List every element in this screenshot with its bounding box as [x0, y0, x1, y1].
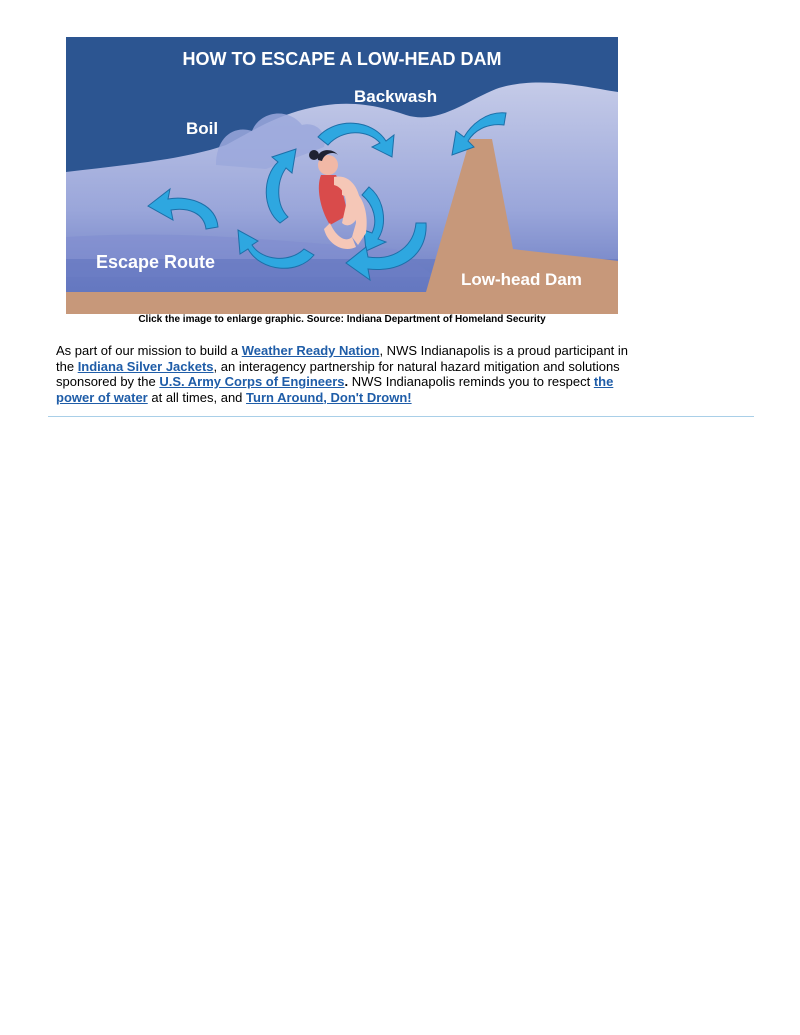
boil-label: Boil [186, 119, 219, 138]
image-caption: Click the image to enlarge graphic. Source: Indiana Department of Homeland Security [138, 314, 546, 325]
low-head-dam-graphic[interactable] [66, 37, 618, 314]
divider [48, 416, 754, 417]
mission-paragraph [56, 343, 646, 405]
paragraph-text: As part of our mission to build a [56, 343, 242, 358]
paragraph-text: , an interagency partnership for natural hazard mitigation and solutions sponsored by the [56, 358, 620, 389]
turn-around-dont-drown-link[interactable]: Turn Around, Don't Drown! [246, 389, 412, 405]
backwash-label: Backwash [354, 87, 438, 106]
paragraph-text: . [344, 374, 349, 389]
indiana-silver-jackets-link[interactable]: Indiana Silver Jackets [77, 358, 214, 374]
paragraph-text: at all times, and [147, 389, 247, 405]
paragraph-text: NWS Indianapolis reminds you to respect [348, 374, 594, 389]
low-head-dam-illustration [66, 37, 618, 314]
power-of-water-link[interactable]: the power of water [56, 374, 614, 405]
paragraph-text: , NWS Indianapolis is a proud participant in the [56, 343, 629, 374]
dam-label: Low-head Dam [461, 270, 582, 289]
graphic-title: HOW TO ESCAPE A LOW-HEAD DAM [182, 49, 502, 69]
usace-link[interactable]: U.S. Army Corps of Engineers [159, 374, 345, 389]
weather-ready-nation-link[interactable]: Weather Ready Nation [241, 343, 380, 358]
escape-route-label: Escape Route [96, 252, 216, 272]
